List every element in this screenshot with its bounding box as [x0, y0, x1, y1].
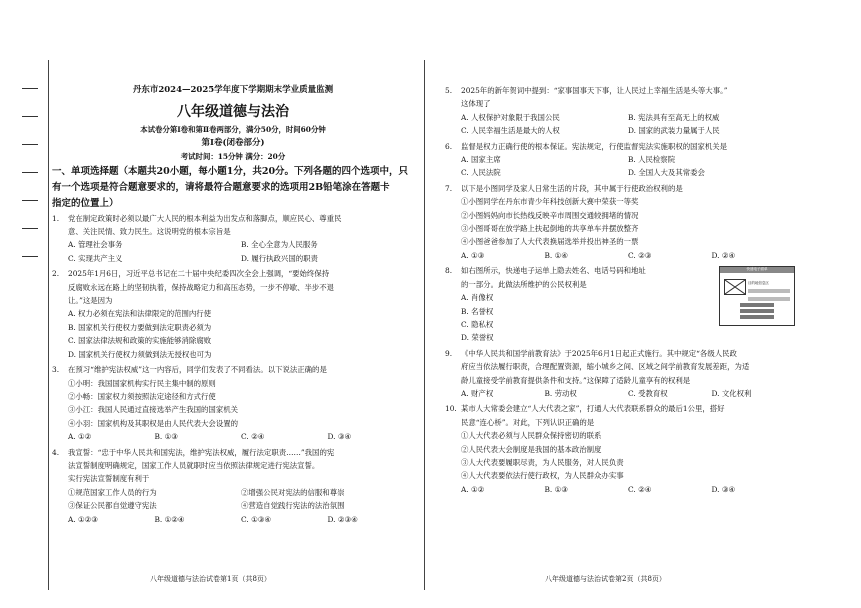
spacer: [52, 526, 414, 528]
answer-option: C. 隐私权: [461, 319, 494, 329]
waybill-image: [719, 266, 795, 326]
waybill-header: 快递电子面单: [720, 267, 794, 273]
waybill-bar: [740, 315, 774, 319]
question: [445, 402, 795, 498]
answer-option: D. ③④: [711, 484, 736, 494]
answer-option: C. ②④: [628, 484, 652, 494]
question-text: 在预习“维护宪法权威”这一内容后，同学们发表了不同看法。以下说法正确的是: [68, 365, 327, 375]
question-8-layout: [445, 264, 795, 344]
waybill-bar: [740, 303, 774, 307]
question-number: 1.: [52, 213, 60, 223]
question-text: 党在制定政策时必须以最广大人民的根本利益为出发点和落脚点，顺应民心、尊重民: [68, 213, 342, 223]
answer-option: C. 受教育权: [628, 388, 668, 398]
answer-option: C. ①③④: [241, 514, 271, 524]
subject-title: 八年级道德与法治: [177, 104, 289, 121]
time-score: 考试时间：15分钟 满分：20分: [180, 152, 286, 162]
answer-option: C. 实现共产主义: [68, 253, 123, 263]
answer-options: [52, 513, 414, 526]
question-number: 2.: [52, 269, 60, 279]
answer-option: B. ①③: [544, 484, 568, 494]
margin-line: [48, 60, 49, 590]
answer-options: [52, 430, 414, 443]
answer-option: A. 国家主席: [461, 155, 501, 165]
question: [445, 182, 795, 264]
answer-option: A. 人权保护对象限于我国公民: [461, 112, 560, 122]
answer-option: A. 管理社会事务: [68, 240, 123, 250]
statement: ①小明：我国国家机构实行民主集中制的原则: [68, 378, 216, 388]
question-text: 如右图所示，快递电子运单上隐去姓名、电话号码和地址: [461, 266, 646, 276]
answer-options: [52, 307, 414, 361]
answer-option: D. 荣誉权: [461, 333, 494, 343]
waybill-qr-icon: [724, 279, 746, 295]
question-stem-cont: 反腐败永远在路上的坚韧执着，保持战略定力和高压态势，一步不停歇、半步不退: [68, 282, 335, 292]
answer-options: [445, 111, 795, 138]
answer-option: C. 人民幸福生活是最大的人权: [461, 126, 560, 136]
page-divider: [424, 60, 425, 590]
binding-margin: [22, 88, 38, 268]
answer-option: A. ①②③: [68, 514, 98, 524]
statement: ③小江：我国人民通过直接选举产生我国的国家机关: [68, 405, 238, 415]
question-number: 4.: [52, 447, 60, 457]
question-number: 9.: [445, 348, 453, 358]
question: [52, 446, 414, 528]
answer-option: B. 劳动权: [544, 388, 577, 398]
question: [52, 267, 414, 363]
answer-option: A. 肖像权: [461, 293, 494, 303]
answer-options: [52, 238, 414, 265]
answer-options: [445, 249, 795, 262]
question-stem: [52, 267, 414, 280]
statement: ①小图同学在丹东市青少年科技创新大赛中荣获一等奖: [461, 197, 639, 207]
question-8-text: [445, 264, 713, 344]
question-text: 以下是小图同学及家人日常生活的片段，其中属于行使政治权利的是: [461, 183, 683, 193]
waybill-bar: [740, 309, 774, 313]
answer-option: C. 国家法律法规和政策的实施能够消除腐败: [68, 336, 212, 346]
question-number: 8.: [445, 266, 453, 276]
question-stem: [445, 402, 795, 415]
answer-option: B. 人民检察院: [628, 155, 676, 165]
answer-option: A. 财产权: [461, 388, 494, 398]
question-number: 5.: [445, 86, 453, 95]
question-text: 《中华人民共和国学前教育法》于2025年6月1日起正式施行。其中规定“各级人民政: [461, 348, 737, 358]
section-heading: 一、单项选择题（本题共20小题，每小题1分，共20分。下列各题的四个选项中，只 有一个选项是符合题意要求的，请将最符合题意要求的选项用2B铅笔涂在答题卡 指定的位置上）: [52, 165, 409, 209]
answer-option: B. 名誉权: [461, 306, 494, 316]
footer-left: 八年级道德与法治试卷第1页（共8页）: [150, 575, 271, 583]
question: [52, 363, 414, 445]
question-stem: [52, 212, 414, 225]
answer-option: D. 国家的武装力量属于人民: [628, 126, 720, 136]
statement: ④人大代表要依法行使行政权，为人民群众办实事: [461, 471, 624, 481]
left-questions: [52, 212, 414, 528]
question-stem: [445, 84, 795, 97]
answer-option: C. 人民法院: [461, 168, 501, 178]
question-stem: [445, 347, 795, 360]
question-text: 监督是权力正确行使的根本保证。宪法规定，行使监督宪法实施职权的国家机关是: [461, 141, 728, 151]
answer-options: [445, 387, 795, 400]
spacer: [445, 496, 795, 498]
answer-option: B. ①③: [154, 432, 178, 442]
answer-option: D. 履行执政兴国的职责: [241, 253, 318, 263]
statement: ②小畅：国家权力须按照法定途径和方式行使: [68, 391, 216, 401]
exam-intro: 本试卷分第Ⅰ卷和第Ⅱ卷两部分，满分50分，时间60分钟: [140, 125, 326, 135]
statements-grid: [52, 486, 414, 513]
question-text: 2025年1月6日，习近平总书记在二十届中央纪委四次全会上强调，“要始终保持: [68, 269, 330, 279]
answer-option: A. ①②: [461, 484, 485, 494]
part1-title: 第Ⅰ卷(闭卷部分): [201, 137, 265, 148]
exam-title: 丹东市2024—2025学年度下学期期末学业质量监测: [132, 85, 334, 95]
answer-option: D. ②④: [711, 250, 736, 260]
question: [445, 264, 795, 346]
waybill-dest: 目的地信息区: [748, 281, 769, 286]
question: [445, 84, 795, 140]
answer-option: A. ①③: [461, 250, 485, 260]
right-questions: [445, 84, 795, 498]
question-stem: [52, 363, 414, 376]
answer-options: [445, 483, 795, 496]
answer-option: C. ②④: [241, 432, 265, 442]
statement: ③人大代表要履职尽责，为人民服务，对人民负责: [461, 457, 624, 467]
question-stem-cont: 府应当依法履行职责，合理配置资源，缩小城乡之间、区域之间学前教育发展差距，为适: [461, 362, 750, 372]
answer-option: B. 国家机关行使权力要做到法定职责必须为: [68, 322, 212, 332]
statement: ④小羽：国家机构及其职权是由人民代表大会设置的: [68, 418, 238, 428]
question-stem-cont: 法宣誓制度明确规定，国家工作人员就职时应当依照法律规定进行宪法宣誓。: [68, 460, 320, 470]
answer-option: D. ②③④: [327, 514, 358, 524]
statement: ④营造自觉践行宪法的法治氛围: [241, 501, 345, 511]
question: [445, 140, 795, 182]
answer-option: D. 国家机关行使权力须做到法无授权也可为: [68, 349, 212, 359]
question-number: 3.: [52, 365, 60, 375]
answer-option: B. ①②④: [154, 514, 185, 524]
answer-option: C. ②③: [628, 250, 652, 260]
page-right: [445, 84, 795, 498]
answer-option: B. 宪法具有至高无上的权威: [628, 112, 720, 122]
question-text: 某市人大常委会建立“人大代表之家”，打通人大代表联系群众的最后1公里，搭好: [461, 404, 725, 414]
question-text: 2025年的新年贺词中提到：“家事国事天下事，让人民过上幸福生活是头等大事。”: [461, 86, 728, 95]
answer-option: B. 全心全意为人民服务: [241, 240, 318, 250]
answer-options: [445, 153, 795, 180]
answer-option: D. ③④: [327, 432, 352, 442]
statement: ④小图爸爸参加了人大代表换届选举并投出神圣的一票: [461, 237, 639, 247]
statement: ②人民代表大会制度是我国的基本政治制度: [461, 444, 602, 454]
question-stem-cont: 这体现了: [461, 99, 491, 109]
question: [52, 212, 414, 268]
question: [445, 347, 795, 403]
question-stem: [445, 140, 795, 153]
answer-options: [445, 291, 713, 345]
question-stem: [52, 446, 414, 459]
statement: ①规范国家工作人员的行为: [68, 487, 157, 497]
question-number: 10.: [445, 404, 457, 414]
question-stem: [445, 182, 795, 195]
statement: ②小图妈妈向市长热线反映辛市周围交通较拥堵的情况: [461, 210, 639, 220]
statement: ③保证公民都自觉遵守宪法: [68, 501, 157, 511]
statement: ③小图哥哥在放学路上扶起倒地的共享单车并摆放整齐: [461, 224, 639, 234]
statement: ②增强公民对宪法的信服和尊崇: [241, 487, 345, 497]
question-stem: [445, 264, 713, 277]
question-number: 6.: [445, 141, 453, 151]
answer-option: A. ①②: [68, 432, 92, 442]
waybill-row: [748, 297, 790, 301]
question-stem-cont: 的一部分。此做法所维护的公民权利是: [461, 279, 587, 289]
answer-option: D. 文化权利: [711, 388, 752, 398]
question-stem-cont: 民意“连心桥”。对此，下列认识正确的是: [461, 417, 595, 427]
footer-right: 八年级道德与法治试卷第2页（共8页）: [545, 575, 666, 583]
answer-option: A. 权力必须在宪法和法律限定的范围内行使: [68, 309, 212, 319]
question-text: 我宣誓：“忠于中华人民共和国宪法，维护宪法权威，履行法定职责……”我国的宪: [68, 447, 335, 457]
waybill-row: [748, 289, 790, 293]
question-stem-cont: 龄儿童接受学前教育提供条件和支持。”这保障了适龄儿童享有的权利是: [461, 375, 691, 385]
question-stem-cont: 实行宪法宣誓制度有利于: [68, 474, 150, 484]
answer-option: B. ①④: [544, 250, 568, 260]
page-left: [52, 84, 414, 528]
question-number: 7.: [445, 183, 453, 193]
statement: ①人大代表必须与人民群众保持密切的联系: [461, 431, 602, 441]
question-stem-cont: 让。”这是因为: [68, 296, 113, 306]
question-stem-cont: 意、关注民情、致力民生。这说明党的根本宗旨是: [68, 227, 231, 237]
answer-option: D. 全国人大及其常委会: [628, 168, 705, 178]
